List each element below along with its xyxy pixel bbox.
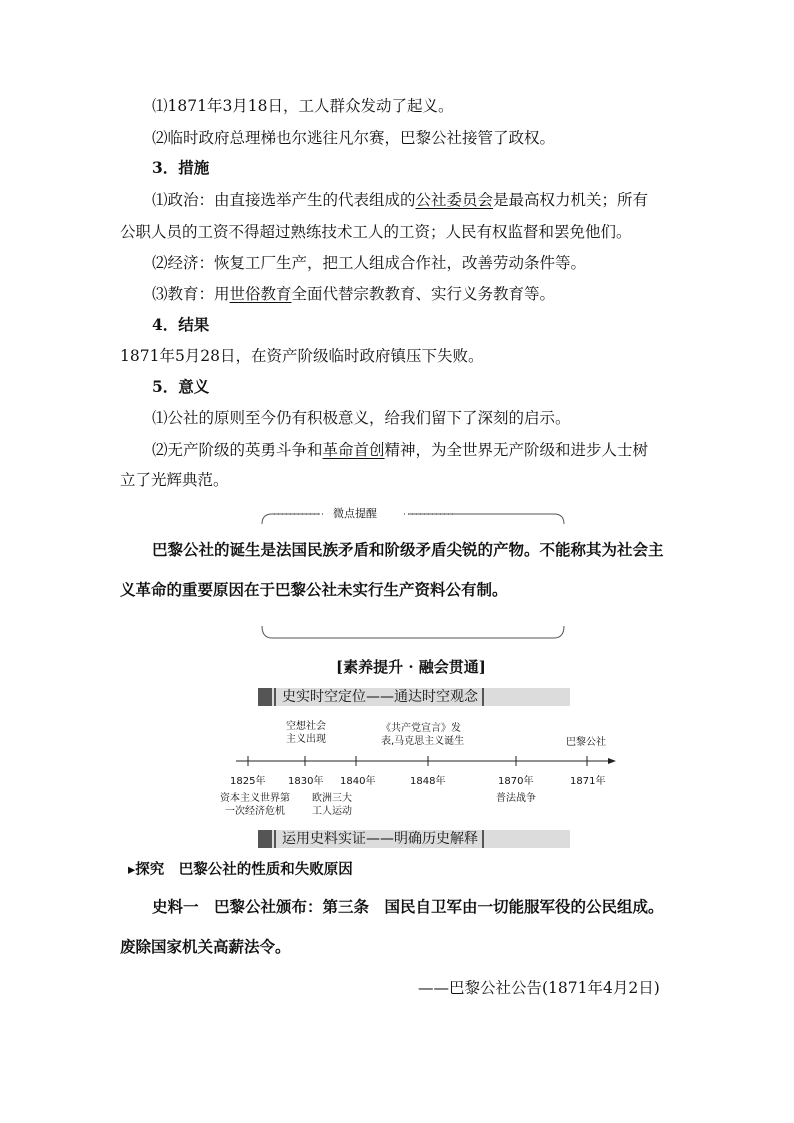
event-line: 主义出现: [286, 734, 326, 745]
section-heading: 5．意义: [152, 377, 210, 396]
callout-text: 巴黎公社的诞生是法国民族矛盾和阶级矛盾尖锐的产物。不能称其为社会主: [152, 540, 664, 559]
text-span: ⑵无产阶级的英勇斗争和: [152, 441, 323, 459]
callout-frame: [260, 512, 566, 640]
text-line: 公职人员的工资不得超过熟练技术工人的工资；人民有权监督和罢免他们。: [120, 223, 632, 241]
text-line: ⑵临时政府总理梯也尔逃往凡尔赛，巴黎公社接管了政权。: [152, 129, 556, 147]
callout-title: 微点提醒: [330, 505, 380, 521]
event-line: 一次经济危机: [225, 806, 285, 817]
source-text: 第三条 国民自卫军由一切能服军役的公民组成。: [322, 897, 664, 916]
source-line: 废除国家机关高薪法令。: [120, 937, 291, 956]
event-line: 欧洲三大: [312, 793, 352, 804]
banner-mark: [258, 688, 272, 706]
banner-label: 运用史料实证——明确历史解释: [274, 830, 484, 848]
section-heading: 4．结果: [152, 315, 210, 334]
event-line: 表,马克思主义诞生: [381, 736, 465, 747]
timeline-event-above: [381, 722, 464, 748]
event-line: 工人运动: [312, 806, 352, 817]
text-line: [152, 440, 648, 460]
source-lead: 史料一 巴黎公社颁布：: [152, 897, 323, 916]
text-line: ⑴公社的原则至今仍有积极意义，给我们留下了深刻的启示。: [152, 409, 571, 427]
timeline-event-below: [312, 792, 352, 818]
timeline-event-below: [496, 792, 536, 805]
explore-marker: ▸: [128, 862, 136, 878]
underlined-term: 公社委员会: [415, 191, 494, 209]
text-span: 精神，为全世界无产阶级和进步人士树: [384, 441, 649, 459]
event-line: 空想社会: [286, 721, 326, 732]
event-line: 巴黎公社: [566, 737, 606, 748]
timeline-year: 1840年: [340, 776, 376, 787]
timeline-year: 1825年: [230, 776, 266, 787]
timeline-event-above: [566, 736, 606, 749]
text-span: ⑶教育：用: [152, 285, 230, 303]
banner-timeline: [258, 688, 570, 706]
source-line: [152, 897, 664, 917]
timeline-year: 1848年: [410, 776, 446, 787]
timeline-event-above: [286, 720, 326, 746]
text-span: 全面代替宗教教育、实行义务教育等。: [291, 285, 556, 303]
banner-label: 史实时空定位——通达时空观念: [274, 688, 484, 706]
text-span: 是最高权力机关；所有: [493, 191, 649, 209]
text-line: ⑴1871年3月18日，工人群众发动了起义。: [152, 97, 454, 115]
event-line: 《共产党宣言》发: [381, 723, 461, 734]
explore-heading: [128, 860, 353, 880]
text-line: [152, 190, 648, 210]
banner-mark: [258, 830, 272, 848]
text-line: ⑵经济：恢复工厂生产，把工人组成合作社，改善劳动条件等。: [152, 254, 587, 272]
event-line: 资本主义世界第: [220, 793, 290, 804]
text-span: ⑴政治：由直接选举产生的代表组成的: [152, 191, 416, 209]
text-line: 立了光辉典范。: [120, 471, 229, 489]
timeline-event-below: [220, 792, 290, 818]
timeline-year: 1871年: [570, 776, 606, 787]
timeline-axis: [236, 754, 616, 768]
event-line: 普法战争: [496, 793, 536, 804]
callout-text: 义革命的重要原因在于巴黎公社未实行生产资料公有制。: [120, 580, 508, 599]
timeline-year: 1830年: [288, 776, 324, 787]
section-title: [素养提升 · 融会贯通]: [336, 658, 486, 676]
text-line: 1871年5月28日，在资产阶级临时政府镇压下失败。: [120, 347, 484, 365]
timeline-year: 1870年: [498, 776, 534, 787]
underlined-term: 世俗教育: [229, 285, 292, 303]
banner-sources: [258, 830, 570, 848]
source-citation: ——巴黎公社公告(1871年4月2日): [418, 979, 660, 997]
underlined-term: 革命首创: [322, 441, 385, 459]
section-heading: 3．措施: [152, 158, 210, 177]
text-line: [152, 284, 555, 304]
explore-label: 探究 巴黎公社的性质和失败原因: [135, 861, 353, 878]
